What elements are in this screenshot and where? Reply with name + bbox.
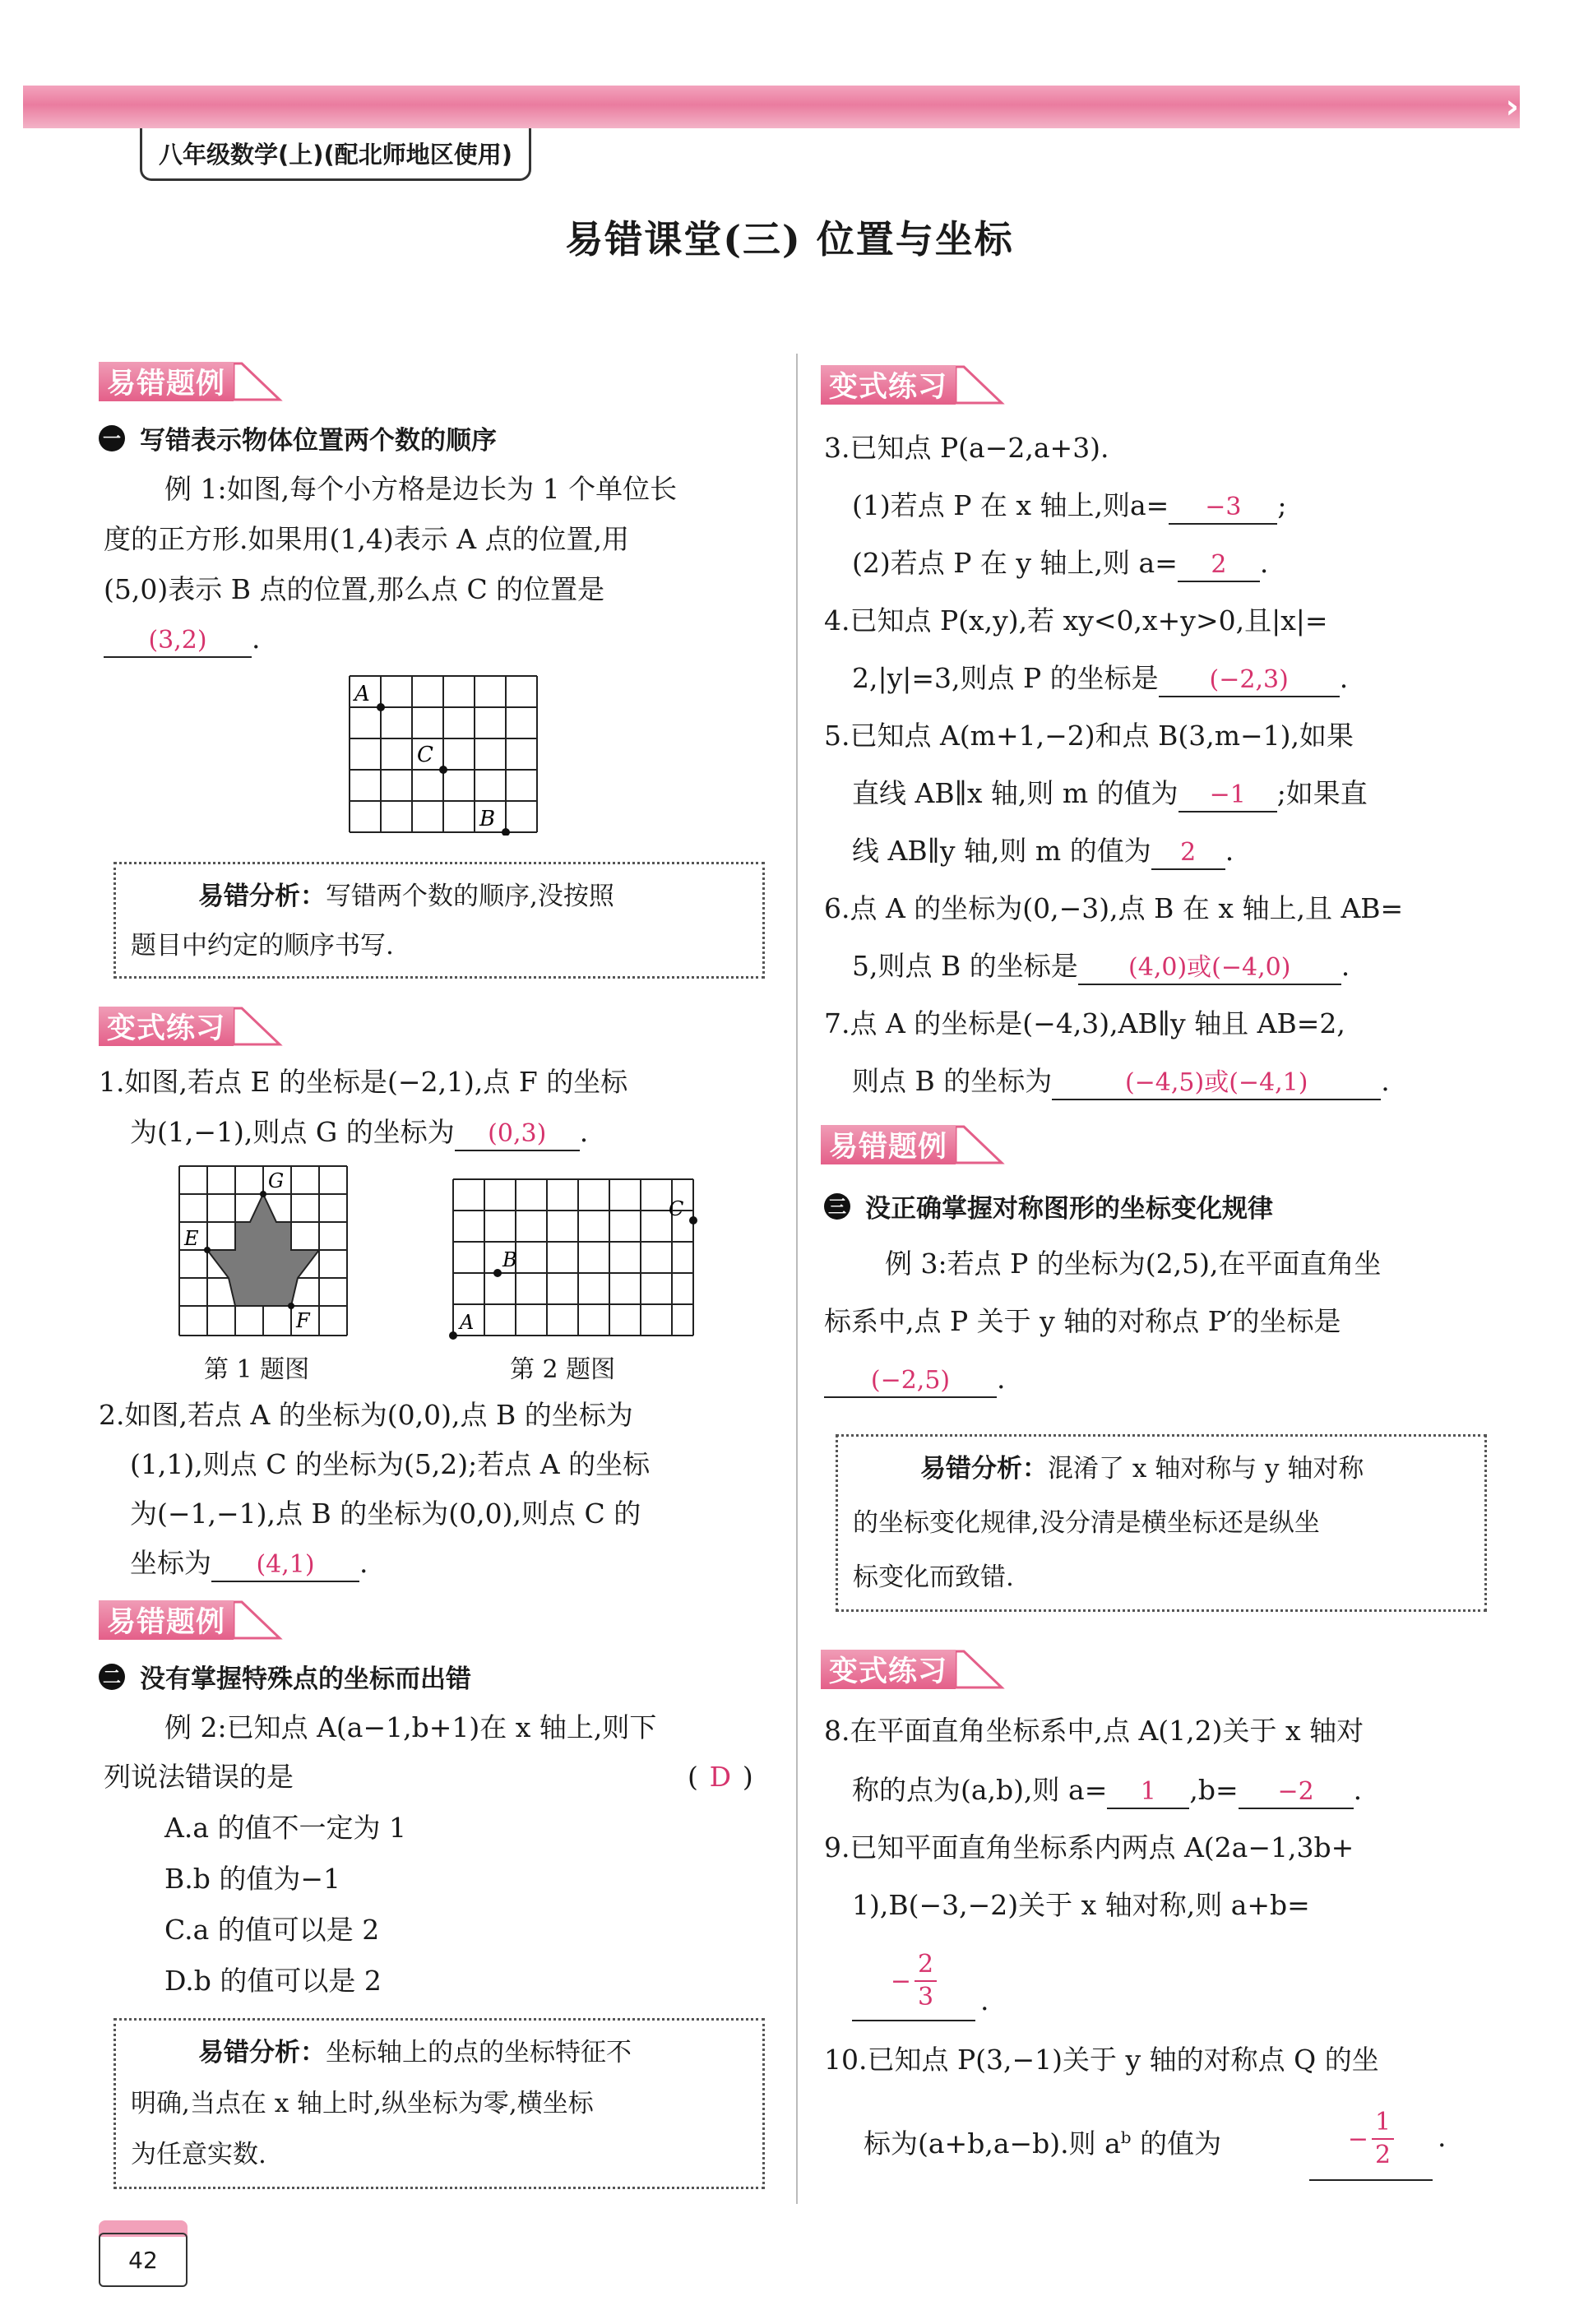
analysis-text: 为任意实数. [131,2140,266,2169]
q10-line2: 标为(a+b,a−b).则 a [864,2127,1121,2160]
subhead-text: 没有掌握特殊点的坐标而出错 [140,1664,471,1694]
q8-line2: 称的点为(a,b),则 a= [852,1774,1108,1806]
q1-line2: 为(1,−1),则点 G 的坐标为 [130,1116,455,1148]
subhead-text: 没正确掌握对称图形的坐标变化规律 [865,1194,1273,1224]
q9-answer-blank [852,1942,975,2021]
label-slash-icon [234,360,283,403]
q5-line2b: ;如果直 [1276,777,1368,809]
answer-blank: −1 [1178,780,1277,812]
option-c: C.a 的值可以是 2 [164,1914,380,1946]
answer-blank: (4,0)或(−4,0) [1078,952,1341,985]
analysis-label: 易错分析： [198,882,326,911]
label-f: F [296,1309,310,1332]
label-text: 易错题例 [821,1125,956,1164]
subhead-1 [99,419,497,456]
denominator: 2 [1375,2141,1391,2169]
q5-line2: 直线 AB∥x 轴,则 m 的值为 [852,777,1178,809]
label-b: B [479,807,496,831]
q5-line3: 线 AB∥y 轴,则 m 的值为 [852,835,1151,867]
q10-line2b: 的值为 [1131,2127,1222,2160]
q4-line2: 2,|y|=3,则点 P 的坐标是 [852,662,1159,694]
q2-line1: 2.如图,若点 A 的坐标为(0,0),点 B 的坐标为 [99,1399,633,1431]
label-text: 易错题例 [99,1600,234,1640]
choice-answer: D [709,1761,732,1793]
book-title: 八年级数学(上)(配北师地区使用) [159,141,513,169]
q3-line3: (2)若点 P 在 y 轴上,则 a= [852,547,1178,579]
figure-caption-2: 第 2 题图 [510,1355,616,1384]
q10-line1: 10.已知点 P(3,−1)关于 y 轴的对称点 Q 的坐 [824,2044,1379,2076]
section-label-err [99,360,283,403]
label-text: 变式练习 [821,1650,956,1689]
section-number-badge: 三 [824,1193,850,1220]
answer-blank: 2 [1178,549,1260,582]
q9-line1: 9.已知平面直角坐标系内两点 A(2a−1,3b+ [824,1831,1354,1863]
answer-blank: −3 [1169,492,1277,525]
label-text: 易错题例 [99,362,234,401]
subhead-3 [824,1187,1273,1224]
label-text: 变式练习 [821,365,956,405]
section-label-var [99,1005,283,1048]
grid-figure-q1 [174,1160,355,1339]
exponent: b [1120,2127,1132,2147]
header-band [23,86,1520,128]
numerator: 1 [1372,2110,1394,2140]
q4-line1: 4.已知点 P(x,y),若 xy<0,x+y>0,且|x|= [824,604,1328,637]
q3-line1: 3.已知点 P(a−2,a+3). [824,432,1109,464]
q3-line2: (1)若点 P 在 x 轴上,则a= [852,489,1169,521]
analysis-text: 坐标轴上的点的坐标特征不 [326,2038,632,2067]
q6-line1: 6.点 A 的坐标为(0,−3),点 B 在 x 轴上,且 AB= [824,892,1404,924]
label-slash-icon [956,1123,1005,1166]
label-slash-icon [956,363,1005,406]
example2-line2: 列说法错误的是 [104,1761,294,1793]
section-number-badge: 一 [99,425,125,451]
section-label-err [99,1599,283,1641]
minus-sign: − [890,1966,912,1996]
analysis-box-2 [113,2018,765,2189]
section-label-err [821,1123,1005,1166]
section-number-badge: 二 [99,1664,125,1690]
option-b: B.b 的值为−1 [164,1863,341,1895]
q6-line2: 5,则点 B 的坐标是 [852,950,1078,982]
answer-blank: (3,2) [104,625,252,658]
denominator: 3 [918,1983,934,2012]
q8-line1: 8.在平面直角坐标系中,点 A(1,2)关于 x 轴对 [824,1715,1364,1747]
example1-line1: 例 1:如图,每个小方格是边长为 1 个单位长 [164,473,678,505]
label-g: G [268,1169,285,1192]
q9-line2: 1),B(−3,−2)关于 x 轴对称,则 a+b= [852,1889,1310,1921]
q7-line2: 则点 B 的坐标为 [852,1065,1053,1097]
q1-line1: 1.如图,若点 E 的坐标是(−2,1),点 F 的坐标 [99,1066,628,1098]
figure-caption-1: 第 1 题图 [204,1355,310,1384]
leaf-shape [207,1194,319,1306]
q2-line3: 为(−1,−1),点 B 的坐标为(0,0),则点 C 的 [130,1498,641,1530]
example1-line2: 度的正方形.如果用(1,4)表示 A 点的位置,用 [104,523,630,555]
answer-blank: (0,3) [455,1118,580,1151]
analysis-text: 明确,当点在 x 轴上时,纵坐标为零,横坐标 [131,2089,594,2118]
answer-blank: (−4,5)或(−4,1) [1052,1067,1381,1100]
example1-line3: (5,0)表示 B 点的位置,那么点 C 的位置是 [104,573,605,605]
book-header [140,128,531,181]
label-b: B [502,1248,517,1271]
chevron-right-icon: › › › [1505,88,1553,126]
label-a: A [354,682,370,706]
numerator: 2 [915,1952,937,1982]
analysis-text: 标变化而致错. [853,1562,1014,1592]
analysis-text: 的坐标变化规律,没分清是横坐标还是纵坐 [853,1508,1320,1538]
example3-line2: 标系中,点 P 关于 y 轴的对称点 P′的坐标是 [824,1305,1341,1337]
answer-blank: (4,1) [211,1549,359,1582]
answer-blank: 1 [1107,1776,1189,1809]
analysis-label: 易错分析： [198,2038,326,2067]
section-label-var [821,1648,1005,1691]
example2-line1: 例 2:已知点 A(a−1,b+1)在 x 轴上,则下 [164,1711,657,1743]
q7-line1: 7.点 A 的坐标是(−4,3),AB∥y 轴且 AB=2, [824,1007,1345,1039]
answer-blank: −2 [1239,1776,1354,1809]
label-a: A [460,1311,475,1334]
q2-line4: 坐标为 [130,1547,211,1579]
analysis-text: 混淆了 x 轴对称与 y 轴对称 [1048,1454,1364,1484]
page-number: 42 [99,2233,188,2287]
option-d: D.b 的值可以是 2 [164,1965,382,1997]
q5-line1: 5.已知点 A(m+1,−2)和点 B(3,m−1),如果 [824,720,1354,752]
fraction [1372,2110,1394,2168]
label-c: C [669,1197,684,1220]
point-c [439,766,447,774]
label-text: 变式练习 [99,1007,234,1046]
point-a [377,703,385,711]
option-a: A.a 的值不一定为 1 [164,1812,406,1844]
label-slash-icon [956,1648,1005,1691]
example3-line1: 例 3:若点 P 的坐标为(2,5),在平面直角坐 [885,1248,1382,1280]
label-e: E [184,1227,199,1250]
analysis-box-1 [113,862,765,979]
fraction [915,1952,937,2010]
label-slash-icon [234,1599,283,1641]
grid-figure-example1 [341,673,539,836]
subhead-text: 写错表示物体位置两个数的顺序 [140,426,497,456]
analysis-label: 易错分析： [920,1454,1048,1484]
answer-blank: 2 [1151,837,1225,870]
answer-blank: (−2,3) [1159,664,1340,697]
answer-blank: (−2,5) [824,1365,997,1398]
page-title: 易错课堂(三) 位置与坐标 [565,217,1014,262]
analysis-text: 写错两个数的顺序,没按照 [326,882,614,911]
subhead-2 [99,1658,471,1695]
label-c: C [417,743,433,767]
label-slash-icon [234,1005,283,1048]
q8-line2b: ,b= [1189,1774,1239,1806]
minus-sign: − [1347,2124,1369,2154]
point-b [502,828,510,836]
analysis-text: 题目中约定的顺序书写. [131,931,394,961]
q2-line2: (1,1),则点 C 的坐标为(5,2);若点 A 的坐标 [130,1448,651,1480]
section-label-var [821,363,1005,406]
column-divider [796,354,798,2204]
analysis-box-3 [836,1434,1487,1612]
q10-answer-blank [1309,2099,1433,2181]
grid-figure-q2 [448,1176,703,1340]
